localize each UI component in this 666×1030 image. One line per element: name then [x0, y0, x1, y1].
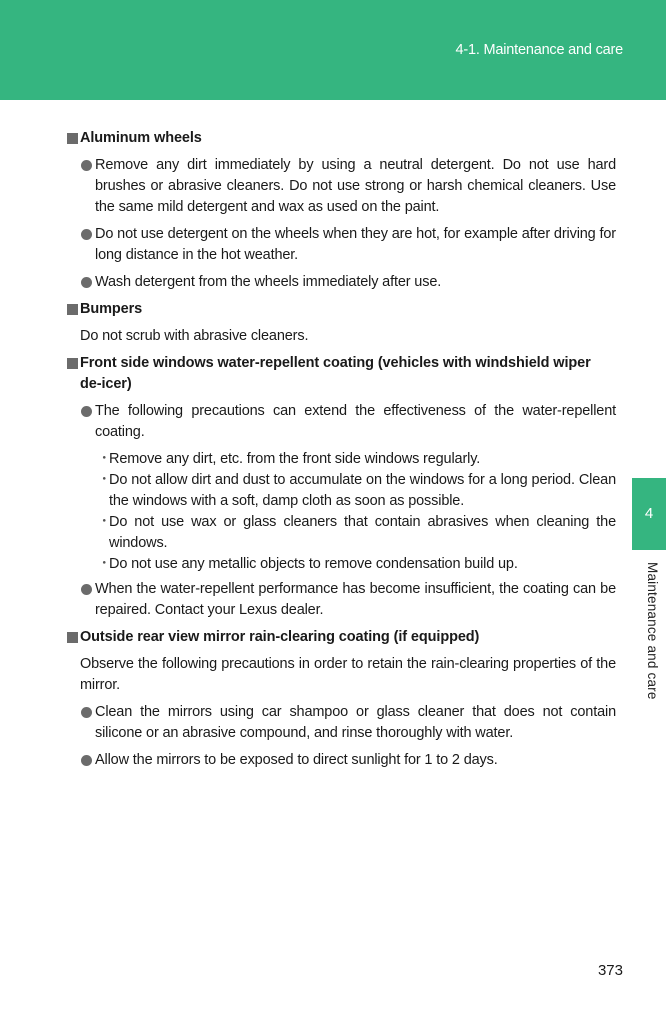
- bullet-item: When the water-repellent performance has become insufficient, the coating can be repaired. Contact your Lexus dealer.: [80, 579, 616, 621]
- sub-list: [66, 449, 616, 575]
- page-number: 373: [597, 962, 623, 979]
- circle-bullet-icon: [81, 277, 92, 288]
- middle-dot-icon: ・: [97, 451, 112, 467]
- square-bullet-icon: [67, 133, 78, 144]
- bullet-item: Clean the mirrors using car shampoo or glass cleaner that does not contain silicone or an abrasive compound, and rinse thoroughly with water.: [80, 702, 616, 744]
- square-bullet-icon: [67, 358, 78, 369]
- paragraph: Observe the following precautions in order to retain the rain-clearing properties of the mirror.: [80, 656, 616, 693]
- bullet-item: Allow the mirrors to be exposed to direct sunlight for 1 to 2 days.: [80, 750, 616, 771]
- bullet-item: The following precautions can extend the effectiveness of the water-repellent coating.: [80, 401, 616, 443]
- square-bullet-icon: [67, 632, 78, 643]
- paragraph: Do not scrub with abrasive cleaners.: [80, 328, 309, 344]
- section-heading: Bumpers: [66, 299, 616, 320]
- circle-bullet-icon: [81, 229, 92, 240]
- bullet-item: Wash detergent from the wheels immediately after use.: [80, 272, 616, 293]
- middle-dot-icon: ・: [97, 556, 112, 572]
- header-band: [0, 0, 666, 100]
- section-heading: Outside rear view mirror rain-clearing coating (if equipped): [66, 627, 616, 648]
- circle-bullet-icon: [81, 755, 92, 766]
- chapter-label: Maintenance and care: [645, 562, 660, 700]
- circle-bullet-icon: [81, 707, 92, 718]
- square-bullet-icon: [67, 304, 78, 315]
- chapter-tab: 4: [632, 478, 666, 550]
- middle-dot-icon: ・: [97, 472, 112, 488]
- bullet-item: Remove any dirt immediately by using a neutral detergent. Do not use hard brushes or abrasive cleaners. Do not use strong or harsh chemical cleaners. Use the same mild detergent and wax as used on the paint.: [80, 155, 616, 218]
- circle-bullet-icon: [81, 584, 92, 595]
- circle-bullet-icon: [81, 160, 92, 171]
- sub-item: ・ Do not use wax or glass cleaners that contain abrasives when cleaning the windows.: [97, 514, 616, 551]
- bullet-item: Do not use detergent on the wheels when they are hot, for example after driving for long distance in the hot weather.: [80, 224, 616, 266]
- page-content: [66, 128, 616, 777]
- circle-bullet-icon: [81, 406, 92, 417]
- section-title: 4-1. Maintenance and care: [455, 42, 623, 58]
- sub-item: ・ Remove any dirt, etc. from the front side windows regularly.: [95, 449, 616, 470]
- sub-item: ・ Do not use any metallic objects to remove condensation build up.: [95, 554, 616, 575]
- section-heading: Front side windows water-repellent coating (vehicles with windshield wiper de-icer): [66, 353, 616, 395]
- middle-dot-icon: ・: [97, 514, 112, 530]
- section-heading: Aluminum wheels: [66, 128, 616, 149]
- sub-item: ・ Do not allow dirt and dust to accumulate on the windows for a long period. Clean the windows with a soft, damp cloth as soon as possible.: [97, 472, 616, 509]
